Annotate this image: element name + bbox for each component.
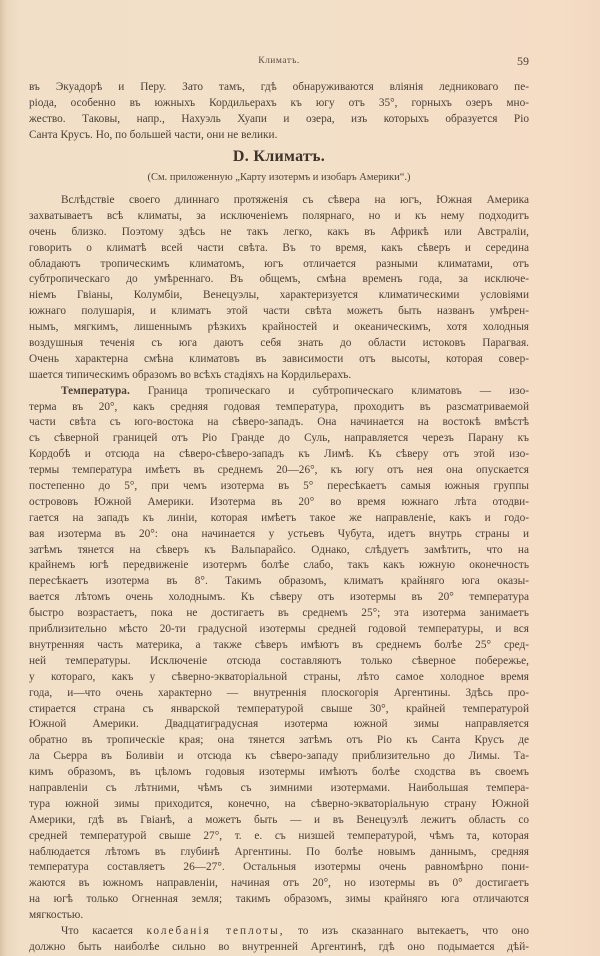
- text-line: шается типическимъ образомъ во всѣхъ стадіяхъ на Кордильерахъ.: [29, 368, 352, 381]
- text-line: средней температурой свыше 27°, т. е. съ низшей температурой, чѣмъ та, которая: [29, 829, 529, 842]
- text-line: съ сѣверной границей отъ Ріо Гранде до Суль, направляется черезъ Парану къ: [29, 432, 529, 445]
- text-line: субтропическаго до умѣреннаго. Въ общемъ, смѣна временъ года, за исключе-: [29, 273, 529, 286]
- text-line: ріода, особенно въ южныхъ Кордильерахъ къ югу отъ 35°, горныхъ озеръ мно-: [29, 96, 529, 109]
- text-line: внутренняя часть материка, а также сѣверъ имѣютъ въ среднемъ болѣе 25° сред-: [29, 638, 529, 651]
- text-line: ніемъ Гвіаны, Колумбіи, Венецуэлы, характеризуется климатическими условіями: [29, 289, 529, 302]
- intro-paragraph: [29, 193, 529, 384]
- text-line: вается лѣтомъ очень холоднымъ. Къ сѣверу отъ изотермы въ 20° температура: [29, 591, 529, 604]
- text-line: Америки, гдѣ въ Гвіанѣ, а можетъ быть — и въ Венецуэлѣ лежитъ область со: [29, 813, 529, 826]
- text-line: пересѣкаетъ изотерма въ 8°. Такимъ образомъ, климатъ крайняго юга оказы-: [29, 575, 529, 588]
- text-line: года, и—что очень характерно — внутреннія плоскогорія Аргентины. Здѣсь про-: [29, 686, 529, 699]
- text-line: кимъ образомъ, въ цѣломъ годовыя изотермы имѣютъ болѣе сходства въ своемъ: [29, 766, 529, 779]
- text-line: острововъ Южной Америки. Изотерма въ 20° во время южнаго лѣта отодви-: [29, 495, 529, 508]
- text-line: Вслѣдствіе своего длиннаго протяженія съ сѣвера на югъ, Южная Америка: [61, 194, 529, 206]
- text-fragment: Что касается: [61, 924, 134, 937]
- section-heading: D. Климатъ.: [232, 148, 326, 165]
- text-line: обладаютъ тропическимъ климатомъ, югъ отличается разными климатами, отъ: [29, 257, 529, 270]
- text-line: затѣмъ тянется на сѣверъ къ Вальпарайсо. Однако, слѣдуетъ замѣтить, что на: [29, 543, 529, 556]
- running-head: [29, 56, 529, 72]
- text-line: очень близко. Поэтому здѣсь не такъ легко, какъ въ Африкѣ или Австраліи,: [29, 225, 529, 238]
- page-number: 59: [517, 54, 529, 68]
- text-line: въ Экуадорѣ и Перу. Зато тамъ, гдѣ обнаруживаются вліянія ледниковаго пе-: [29, 81, 529, 93]
- text-line: постепенно до 5°, при чемъ изотерма въ 5° пересѣкаетъ самыя южныя группы: [29, 480, 529, 493]
- text-fragment: Граница тропическаго и субтропическаго климатовъ — изо-: [147, 384, 529, 397]
- text-line: Санта Крусъ. Но, по большей части, они не велики.: [29, 128, 278, 141]
- text-line: воздушныя теченія съ юга даютъ себя знать до области истоковъ Парагвая.: [29, 337, 529, 350]
- temperature-paragraph: [29, 384, 529, 924]
- oscillation-term: колебанія теплоты,: [146, 924, 285, 937]
- running-title: Климатъ.: [258, 56, 300, 66]
- text-line: Южной Америки. Двадцатиградусная изотерма южной зимы направляется: [29, 718, 529, 731]
- text-line: мягкостью.: [29, 909, 84, 922]
- text-line: тура южной зимы приходится, конечно, на сѣверно-экваторіальную страну Южной: [29, 797, 529, 810]
- text-line: у котораго, какъ у сѣверно-экваторіальной страны, лѣто самое холодное время: [29, 670, 529, 683]
- text-line: [29, 924, 529, 940]
- text-line: стирается страна съ январской температурой свыше 30°, крайней температурой: [29, 702, 529, 715]
- oscillation-paragraph: [29, 924, 529, 956]
- text-line: температура составляетъ 26—27°. Остальныя изотермы очень равномѣрно пони-: [29, 861, 529, 874]
- text-line: ла Сьерра въ Боливіи и отсюда къ сѣверо-западу приблизительно до Лимы. Та-: [29, 750, 529, 763]
- text-line: захватываетъ всѣ климаты, за исключеніемъ полярнаго, но и къ нему подходитъ: [29, 209, 529, 222]
- text-line: говорить о климатѣ всей части свѣта. Въ то время, какъ сѣверъ и середина: [29, 241, 529, 254]
- text-line: ней температуры. Исключеніе отсюда составляютъ только сѣверное побережье,: [29, 654, 529, 667]
- text-line: Кордобѣ и отсюда на сѣверо-сѣверо-западъ къ Лимѣ. Къ сѣверу отъ этой изо-: [29, 448, 529, 461]
- text-line: гается на западъ къ линіи, которая имѣетъ такое же направленіе, какъ и годо-: [29, 511, 529, 524]
- text-line: обратно въ тропическіе края; она тянется затѣмъ отъ Ріо къ Санта Крусъ де: [29, 734, 529, 747]
- section-subtitle: (См. приложенную „Карту изотермъ и изобаръ Америки“.): [147, 172, 411, 183]
- text-line: крайнемъ югѣ передвиженіе изотермъ болѣе слабо, такъ какъ южную оконечность: [29, 559, 529, 572]
- temperature-term: Температура.: [61, 384, 130, 397]
- text-line: вая изотерма въ 20°: она начинается у устьевъ Чубута, идетъ внутрь страны и: [29, 527, 529, 540]
- text-line: термы температура имѣетъ въ среднемъ 20—26°, къ югу отъ нея она опускается: [29, 464, 529, 477]
- text-line: направленіи съ лѣтними, чѣмъ съ зимними изотермами. Наибольшая темпера-: [29, 781, 529, 794]
- climate-text: [29, 193, 529, 956]
- text-line: наблюдается лѣтомъ въ глубинѣ Аргентины. По болѣе новымъ даннымъ, средняя: [29, 845, 529, 858]
- text-line: на югѣ только Огненная земля; такимъ образомъ, зимы крайняго юга отличаются: [29, 893, 529, 906]
- text-line: должно быть наиболѣе сильно во внутренней Аргентинѣ, гдѣ оно подымается дѣй-: [29, 940, 529, 953]
- text-line: приблизительно мѣсто 20-ти градусной изотермы средней годовой температуры, и вся: [29, 623, 529, 636]
- text-line: нымъ, мягкимъ, лишеннымъ рѣзкихъ крайностей и океаническимъ, хотя холодныя: [29, 321, 529, 334]
- text-line: терма въ 20°, какъ средняя годовая температура, проходитъ въ разсматриваемой: [29, 400, 529, 413]
- text-line: южнаго полушарія, и климатъ этой части свѣта можетъ быть названъ умѣрен-: [29, 305, 529, 318]
- text-fragment: то изъ сказаннаго вытекаетъ, что оно: [298, 924, 529, 937]
- text-line: [29, 384, 529, 400]
- text-line: жаются въ южномъ направленіи, начиная отъ 20°, но изотермы въ 0° достигаетъ: [29, 877, 529, 890]
- text-line: Очень характерна смѣна климатовъ въ зависимости отъ высоты, которая совер-: [29, 352, 529, 365]
- text-line: жество. Таковы, напр., Нахуэль Хуапи и озера, изъ которыхъ образуется Ріо: [29, 112, 529, 125]
- continuation-paragraph: [29, 80, 529, 144]
- text-line: быстро возрастаетъ, пока не достигаетъ въ среднемъ 25°; эта изотерма занимаетъ: [29, 607, 529, 620]
- text-line: части свѣта съ юго-востока на сѣверо-западъ. Она начинается на востокѣ вмѣстѣ: [29, 416, 529, 429]
